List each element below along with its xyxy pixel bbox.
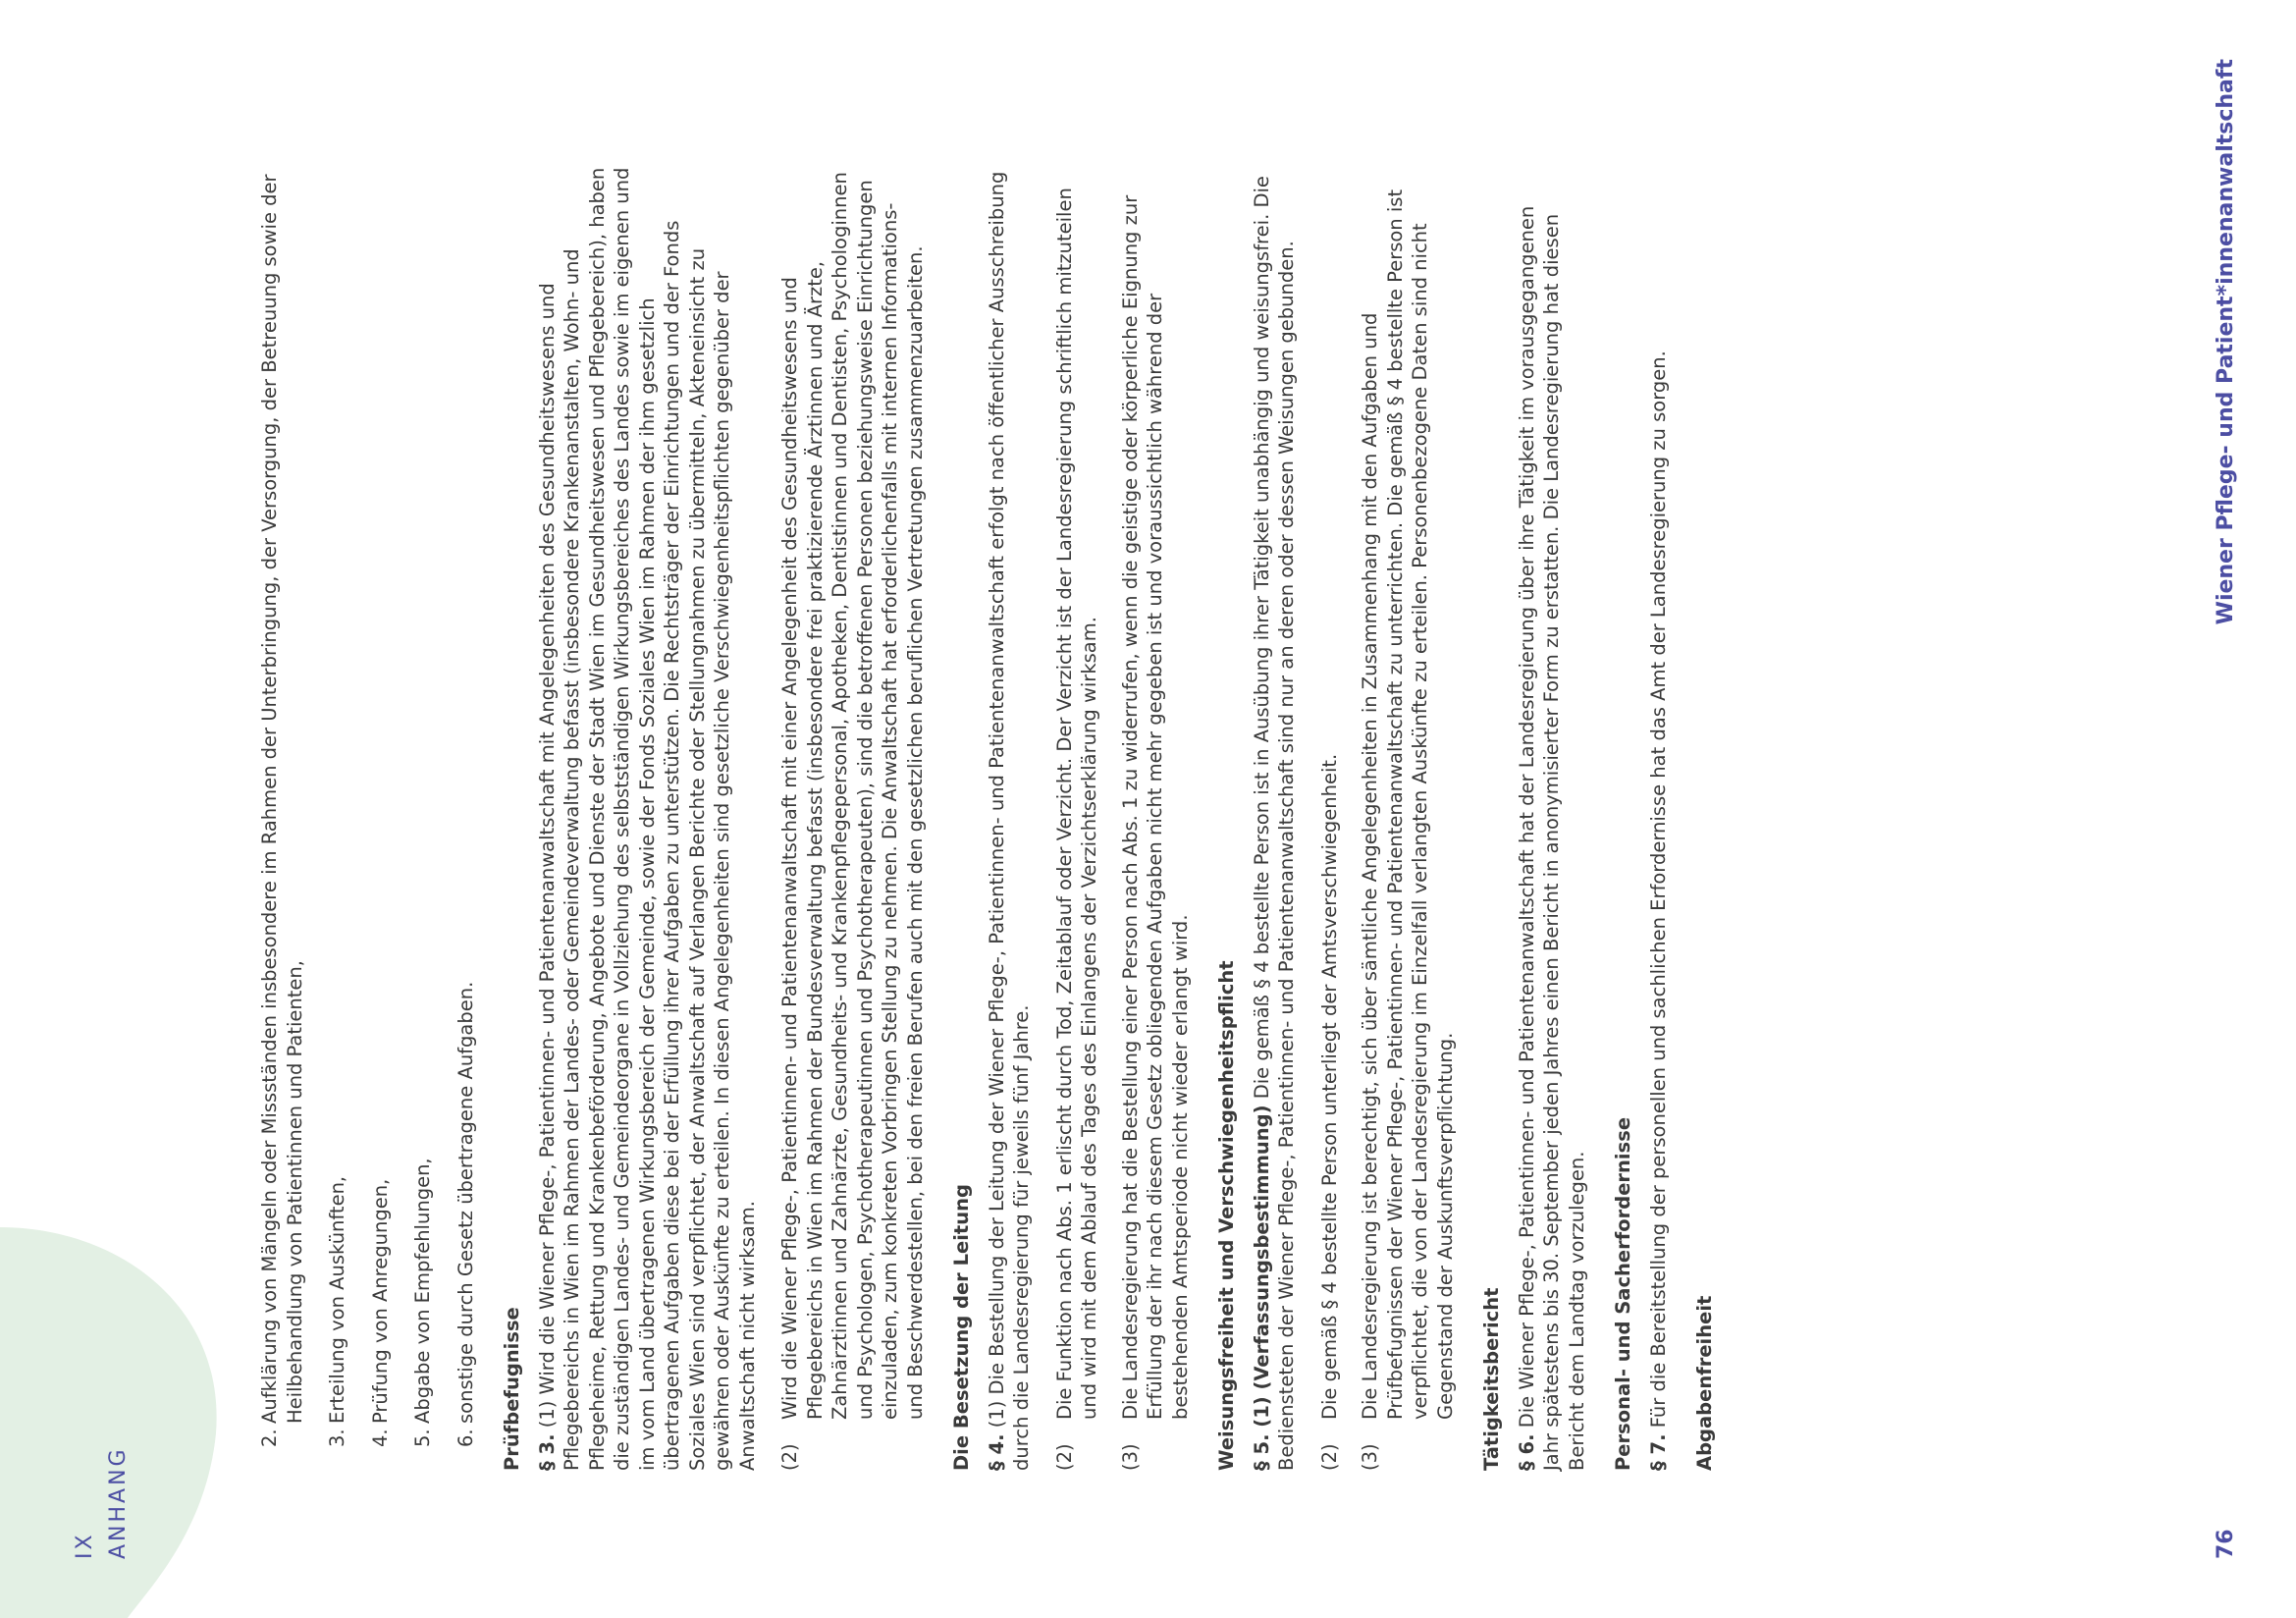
document-body	[257, 165, 1728, 1471]
section-heading-pruefbefugnisse: Prüfbefugnisse	[501, 1307, 523, 1471]
paragraph: § 7. Für die Bereitstellung der personellen und sachlichen Erfordernisse hat das Amt der Landesregierung zu sorgen.	[1646, 351, 1670, 1471]
list-item: 3. Erteilung von Auskünften,	[326, 1175, 348, 1447]
subparagraph: (3) Die Landesregierung ist berechtigt, sich über sämtliche Angelegenheiten in Zusammenhang mit den Aufgaben und Prüfbefugnissen der Wiener Pflege-, Patientinnen- und Patientenanwaltschaft zu unterrichten. Die gemäß § 4 bestellte Person ist verpflichtet, die von der Landesregierung im Einzelfall verlangten Auskünfte zu erteilen. Personenbezogene Daten sind nicht Gegenstand der Auskunftsverpflichtung.	[1359, 189, 1457, 1471]
page-number: 76	[2214, 1529, 2238, 1559]
list-item: 6. sonstige durch Gesetz übertragene Aufgaben.	[454, 981, 477, 1447]
chapter-label	[69, 1446, 135, 1559]
section-heading-weisungsfreiheit: Weisungsfreiheit und Verschwiegenheitspflicht	[1215, 960, 1238, 1471]
footer-title: Wiener Pflege- und Patient*innenanwaltschaft	[2214, 59, 2238, 625]
subparagraph: (2) Die Funktion nach Abs. 1 erlischt durch Tod, Zeitablauf oder Verzicht. Der Verzicht ist der Landesregierung schriftlich mitzuteilen und wird mit dem Ablauf des Tages des Einlangens der Verzichtserklärung wirksam.	[1052, 188, 1100, 1471]
paragraph: § 5. (1) (Verfassungsbestimmung) Die gemäß § 4 bestellte Person ist in Ausübung ihrer Tätigkeit unabhängig und weisungsfrei. Die Bediensteten der Wiener Pflege-, Patientinnen- und Patientenanwaltschaft sind nur an deren oder dessen Weisungen gebunden.	[1250, 176, 1298, 1471]
page-footer	[2214, 0, 2253, 1618]
task-list	[257, 165, 478, 1471]
subparagraph: (2) Wird die Wiener Pflege-, Patientinnen- und Patientenanwaltschaft mit einer Angelegenheit des Gesundheitswesens und Pflegebereichs in Wien im Rahmen der Bundesverwaltung befasst (insbesondere frei praktizierende Ärztinnen und Ärzte, Zahnärztinnen und Zahnärzte, Gesundheits- und Krankenpflegepersonal, Apotheken, Dentistinnen und Dentisten, Psychologinnen und Psychologen, Psychotherapeutinnen und Psychotherapeuten), sind die betroffenen Personen beziehungsweise Einrichtungen einzuladen, zum konkreten Vorbringen Stellung zu nehmen. Die Anwaltschaft hat erforderlichenfalls mit internen Informations- und Beschwerdestellen, bei den freien Berufen auch mit den gesetzlichen beruflichen Vertretungen zusammenzuarbeiten.	[778, 172, 927, 1471]
paragraph: § 3. (1) Wird die Wiener Pflege-, Patientinnen- und Patientenanwaltschaft mit Angelegenheiten des Gesundheitswesens und Pflegebereichs in Wien im Rahmen der Landes- oder Gemeindeverwaltung befasst (insbesondere Krankenanstalten, Wohn- und Pflegeheime, Rettung und Krankenbeförderung, Angebote und Dienste der Stadt Wien im Gesundheitswesen und Pflegebereich), haben die zuständigen Landes- und Gemeindeorgane in Vollziehung des selbstständigen Wirkungsbereiches des Landes sowie im eigenen und im vom Land übertragenen Wirkungsbereich der Gemeinde, sowie der Fonds Soziales Wien im Rahmen der ihm gesetzlich übertragenen Aufgaben diese bei der Erfüllung ihrer Aufgaben zu unterstützen. Die Rechtsträger der Einrichtungen und der Fonds Soziales Wien sind verpflichtet, der Anwaltschaft auf Verlangen Berichte oder Stellungnahmen zu übermitteln, Akteneinsicht zu gewähren oder Auskünfte zu erteilen. In diesen Angelegenheiten sind gesetzliche Verschwiegenheitspflichten gegenüber der Anwaltschaft nicht wirksam.	[535, 167, 759, 1471]
list-item: 5. Abgabe von Empfehlungen,	[411, 1158, 434, 1447]
section-heading-leitung: Die Besetzung der Leitung	[950, 1184, 973, 1471]
list-item: 4. Prüfung von Anregungen,	[368, 1178, 392, 1447]
list-item: 2. Aufklärung von Mängeln oder Missständen insbesondere im Rahmen der Unterbringung, der Versorgung, der Betreuung sowie der Heilbehandlung von Patientinnen und Patienten,	[258, 174, 306, 1447]
paragraph: § 4. (1) Die Bestellung der Leitung der Wiener Pflege-, Patientinnen- und Patientenanwaltschaft erfolgt nach öffentlicher Ausschreibung durch die Landesregierung für jeweils fünf Jahre.	[985, 171, 1033, 1471]
chapter-title: ANHANG	[106, 1446, 131, 1559]
paragraph: § 6. Die Wiener Pflege-, Patientinnen- und Patientenanwaltschaft hat der Landesregierung über ihre Tätigkeit im vorausgegangenen Jahr spätestens bis 30. September jeden Jahres einen Bericht in anonymisierter Form zu erstatten. Die Landesregierung hat diesen Bericht dem Landtag vorzulegen.	[1515, 205, 1588, 1471]
subparagraph: (3) Die Landesregierung hat die Bestellung einer Person nach Abs. 1 zu widerrufen, wenn die geistige oder körperliche Eignung zur Erfüllung der ihr nach diesem Gesetz obliegenden Aufgaben nicht mehr gegeben ist und voraussichtlich während der bestehenden Amtsperiode nicht wieder erlangt wird.	[1118, 194, 1192, 1471]
section-heading-abgabenfreiheit: Abgabenfreiheit	[1693, 1295, 1716, 1471]
chapter-number: IX	[73, 1532, 97, 1559]
section-heading-personal: Personal- und Sacherfordernisse	[1612, 1116, 1634, 1471]
subparagraph: (2) Die gemäß § 4 bestellte Person unterliegt der Amtsverschwiegenheit.	[1317, 753, 1341, 1471]
section-heading-taetigkeitsbericht: Tätigkeitsbericht	[1480, 1287, 1503, 1471]
